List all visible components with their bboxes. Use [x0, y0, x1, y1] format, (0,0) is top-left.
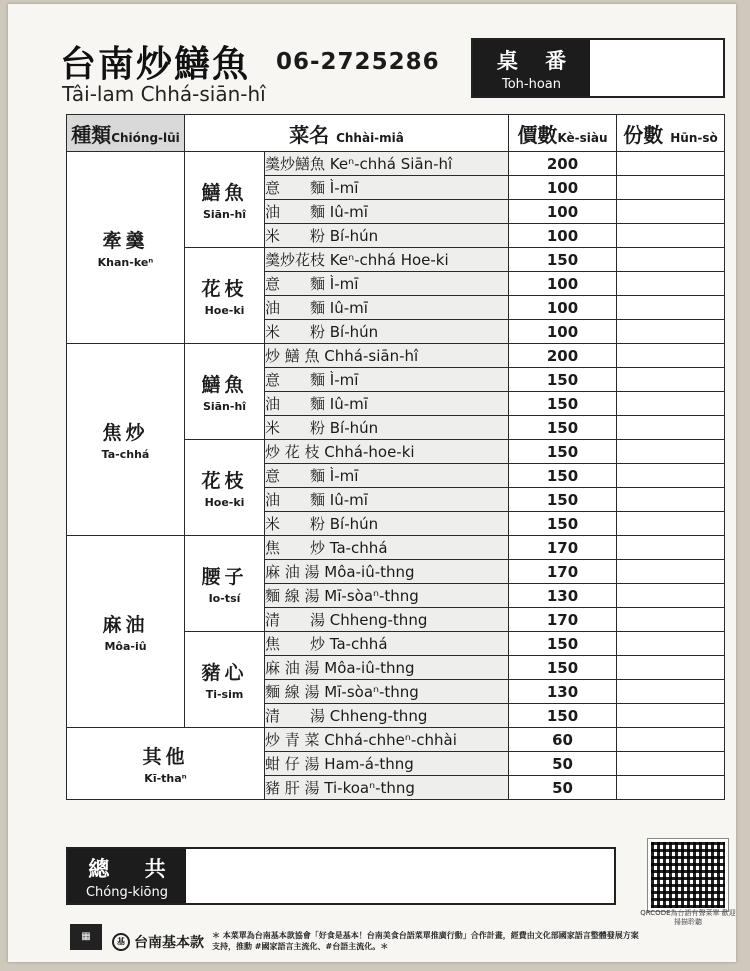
- col-price: 價數Kè-siàu: [509, 115, 617, 152]
- quantity-field[interactable]: [617, 152, 725, 176]
- brand-icon: 基: [112, 933, 130, 951]
- dish-name: 米 粉 Bí-hún: [265, 224, 509, 248]
- dish-name: 意 麵 Ì-mī: [265, 464, 509, 488]
- quantity-field[interactable]: [617, 584, 725, 608]
- total-field[interactable]: [186, 849, 614, 903]
- dish-price: 130: [509, 680, 617, 704]
- dish-price: 150: [509, 248, 617, 272]
- table-row: [67, 728, 725, 752]
- total-box: [66, 847, 616, 905]
- dish-name: 羹炒花枝 Keⁿ-chhá Hoe-ki: [265, 248, 509, 272]
- dish-price: 150: [509, 440, 617, 464]
- col-qty: 份數 Hūn-sò: [617, 115, 725, 152]
- subcategory-cell: 鱔魚 Siān-hî: [185, 152, 265, 248]
- dish-price: 50: [509, 776, 617, 800]
- dish-name: 米 粉 Bí-hún: [265, 512, 509, 536]
- quantity-field[interactable]: [617, 344, 725, 368]
- dish-name: 油 麵 Iû-mī: [265, 392, 509, 416]
- dish-price: 50: [509, 752, 617, 776]
- quantity-field[interactable]: [617, 632, 725, 656]
- quantity-field[interactable]: [617, 536, 725, 560]
- dish-name: 麵 線 湯 Mī-sòaⁿ-thng: [265, 680, 509, 704]
- footnote: ＊ 本菜單為台南基本款協會「好食是基本！台南美食台語菜單推廣行動」合作計畫，經費由文化部國家語言整體發展方案支持，推動 #國家語言主流化、#台語主流化。＊: [212, 931, 639, 951]
- subcategory-cell: 鱔魚 Siān-hî: [185, 344, 265, 440]
- quantity-field[interactable]: [617, 176, 725, 200]
- quantity-field[interactable]: [617, 416, 725, 440]
- dish-price: 170: [509, 536, 617, 560]
- dish-price: 150: [509, 416, 617, 440]
- menu-table: [66, 114, 725, 800]
- dish-price: 150: [509, 632, 617, 656]
- qr-note: QRCODE為台語有聲菜單 歡迎掃描聆聽: [640, 909, 736, 926]
- restaurant-romanized: Tâi-lam Chhá-siān-hî: [62, 82, 266, 106]
- table-row: [67, 344, 725, 368]
- quantity-field[interactable]: [617, 752, 725, 776]
- dish-name: 炒 青 菜 Chhá-chheⁿ-chhài: [265, 728, 509, 752]
- dish-price: 150: [509, 464, 617, 488]
- quantity-field[interactable]: [617, 464, 725, 488]
- dish-name: 麻 油 湯 Môa-iû-thng: [265, 560, 509, 584]
- dish-price: 150: [509, 512, 617, 536]
- dish-name: 油 麵 Iû-mī: [265, 488, 509, 512]
- dish-name: 焦 炒 Ta-chhá: [265, 536, 509, 560]
- dish-price: 150: [509, 656, 617, 680]
- col-dish: 菜名 Chhài-miâ: [185, 115, 509, 152]
- dish-name: 清 湯 Chheng-thng: [265, 608, 509, 632]
- dish-name: 麵 線 湯 Mī-sòaⁿ-thng: [265, 584, 509, 608]
- quantity-field[interactable]: [617, 248, 725, 272]
- dish-price: 60: [509, 728, 617, 752]
- phone-number: 06-2725286: [276, 49, 440, 75]
- dish-name: 炒 花 枝 Chhá-hoe-ki: [265, 440, 509, 464]
- quantity-field[interactable]: [617, 392, 725, 416]
- dish-price: 150: [509, 704, 617, 728]
- category-cell: 牽羹 Khan-keⁿ: [67, 152, 185, 344]
- subcategory-cell: 腰子 Io-tsí: [185, 536, 265, 632]
- quantity-field[interactable]: [617, 776, 725, 800]
- quantity-field[interactable]: [617, 368, 725, 392]
- dish-price: 100: [509, 320, 617, 344]
- quantity-field[interactable]: [617, 488, 725, 512]
- table-row: [67, 536, 725, 560]
- quantity-field[interactable]: [617, 224, 725, 248]
- table-number-box: [471, 38, 725, 98]
- dish-price: 200: [509, 344, 617, 368]
- subcategory-cell: 花枝 Hoe-ki: [185, 440, 265, 536]
- subcategory-cell: 豬心 Ti-sim: [185, 632, 265, 728]
- dish-price: 100: [509, 224, 617, 248]
- quantity-field[interactable]: [617, 440, 725, 464]
- quantity-field[interactable]: [617, 608, 725, 632]
- quantity-field[interactable]: [617, 704, 725, 728]
- quantity-field[interactable]: [617, 680, 725, 704]
- dish-price: 170: [509, 560, 617, 584]
- dish-name: 豬 肝 湯 Ti-koaⁿ-thng: [265, 776, 509, 800]
- table-number-label: 桌 番 Toh-hoan: [473, 40, 590, 96]
- category-cell: 焦炒 Ta-chhá: [67, 344, 185, 536]
- table-number-field[interactable]: [590, 40, 723, 96]
- dish-name: 羹炒鱔魚 Keⁿ-chhá Siān-hî: [265, 152, 509, 176]
- dish-price: 100: [509, 296, 617, 320]
- dish-price: 200: [509, 152, 617, 176]
- dish-price: 170: [509, 608, 617, 632]
- quantity-field[interactable]: [617, 272, 725, 296]
- table-row: [67, 152, 725, 176]
- col-kind: 種類Chióng-lūi: [67, 115, 185, 152]
- dish-name: 清 湯 Chheng-thng: [265, 704, 509, 728]
- quantity-field[interactable]: [617, 728, 725, 752]
- dish-name: 意 麵 Ì-mī: [265, 368, 509, 392]
- quantity-field[interactable]: [617, 200, 725, 224]
- menu-header-row: [67, 115, 725, 152]
- dish-price: 100: [509, 176, 617, 200]
- dish-name: 意 麵 Ì-mī: [265, 272, 509, 296]
- dish-name: 意 麵 Ì-mī: [265, 176, 509, 200]
- dish-name: 油 麵 Iû-mī: [265, 296, 509, 320]
- total-label: 總 共 Chóng-kiōng: [68, 849, 186, 903]
- dish-name: 焦 炒 Ta-chhá: [265, 632, 509, 656]
- dish-name: 麻 油 湯 Môa-iû-thng: [265, 656, 509, 680]
- dish-price: 150: [509, 488, 617, 512]
- dish-price: 130: [509, 584, 617, 608]
- dish-name: 米 粉 Bí-hún: [265, 320, 509, 344]
- dish-price: 100: [509, 200, 617, 224]
- dish-price: 100: [509, 272, 617, 296]
- dish-name: 米 粉 Bí-hún: [265, 416, 509, 440]
- dish-price: 150: [509, 368, 617, 392]
- category-cell: 其他 Kī-thaⁿ: [67, 728, 265, 800]
- dish-name: 蚶 仔 湯 Ham-á-thng: [265, 752, 509, 776]
- subcategory-cell: 花枝 Hoe-ki: [185, 248, 265, 344]
- association-logo: ▦: [70, 924, 102, 950]
- dish-price: 150: [509, 392, 617, 416]
- quantity-field[interactable]: [617, 560, 725, 584]
- brand-name: 基 台南基本款: [112, 932, 204, 952]
- restaurant-title: 台南炒鱔魚: [60, 44, 251, 85]
- qr-code[interactable]: [648, 839, 728, 911]
- quantity-field[interactable]: [617, 296, 725, 320]
- menu-sheet: [8, 4, 736, 962]
- quantity-field[interactable]: [617, 320, 725, 344]
- quantity-field[interactable]: [617, 656, 725, 680]
- dish-name: 炒 鱔 魚 Chhá-siān-hî: [265, 344, 509, 368]
- category-cell: 麻油 Môa-iû: [67, 536, 185, 728]
- quantity-field[interactable]: [617, 512, 725, 536]
- dish-name: 油 麵 Iû-mī: [265, 200, 509, 224]
